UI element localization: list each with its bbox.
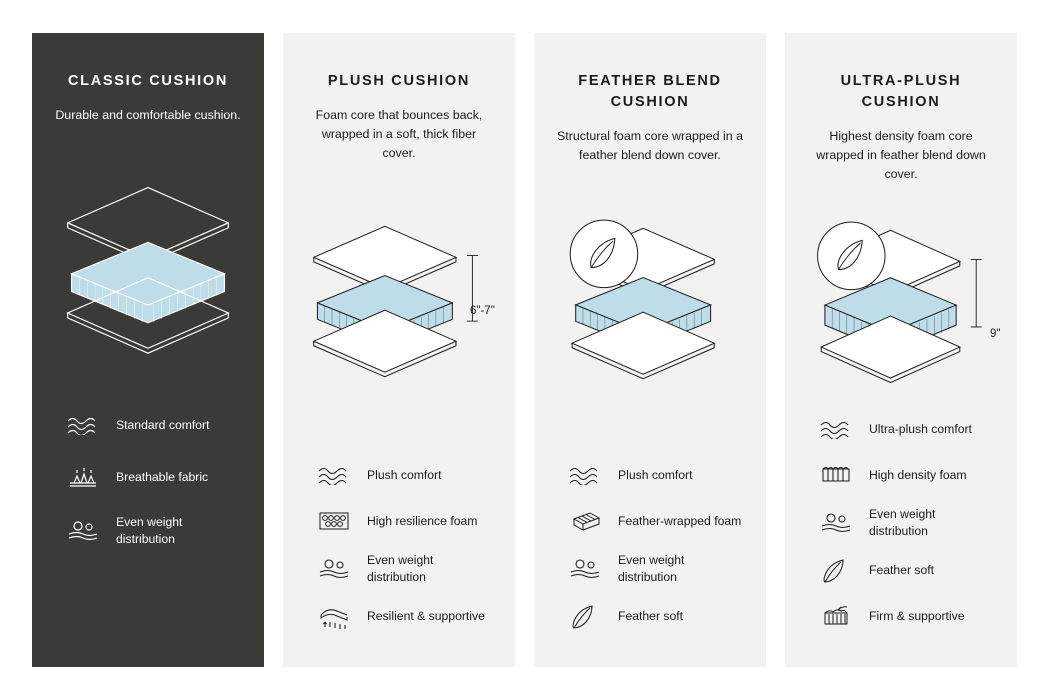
waves-icon bbox=[64, 410, 102, 440]
feature-label: Even weight distribution bbox=[869, 507, 936, 538]
feature-label: Even weight distribution bbox=[116, 515, 183, 546]
feature-label: Feather-wrapped foam bbox=[618, 513, 742, 528]
waves-icon bbox=[817, 414, 855, 444]
card-feather-blend-cushion[interactable] bbox=[534, 33, 766, 667]
feature-item bbox=[817, 601, 993, 631]
card-title: FEATHER BLEND CUSHION bbox=[578, 73, 722, 111]
feature-label: High density foam bbox=[869, 467, 967, 482]
card-description: Structural foam core wrapped in a feather blend down cover. bbox=[557, 129, 743, 162]
feature-item bbox=[566, 552, 742, 585]
density-foam-icon bbox=[817, 460, 855, 490]
waves-icon bbox=[566, 460, 604, 490]
feature-item bbox=[817, 414, 993, 444]
feature-item bbox=[315, 552, 491, 585]
feature-label: Breathable fabric bbox=[116, 469, 209, 484]
feature-label: Ultra-plush comfort bbox=[869, 421, 972, 436]
feature-item bbox=[817, 460, 993, 490]
feature-item bbox=[566, 460, 742, 490]
leaf-icon bbox=[817, 555, 855, 585]
card-title: PLUSH CUSHION bbox=[327, 73, 471, 89]
resilient-support-icon bbox=[315, 601, 353, 631]
cushion-exploded-diagram bbox=[803, 198, 999, 415]
feature-list bbox=[803, 414, 999, 657]
leaf-badge-icon bbox=[818, 222, 885, 289]
feature-list bbox=[50, 410, 246, 657]
feature-item bbox=[566, 601, 742, 631]
feature-label: Feather soft bbox=[618, 608, 684, 623]
feature-label: Plush comfort bbox=[618, 467, 693, 482]
waves-icon bbox=[315, 460, 353, 490]
honeycomb-foam-icon bbox=[315, 506, 353, 536]
card-title: ULTRA-PLUSH CUSHION bbox=[840, 73, 962, 111]
wrapped-foam-icon bbox=[566, 506, 604, 536]
card-description: Highest density foam core wrapped in feather blend down cover. bbox=[816, 129, 986, 181]
feature-item bbox=[566, 506, 742, 536]
card-ultra-plush-cushion[interactable] bbox=[785, 33, 1017, 667]
dimension-label: 9" bbox=[990, 327, 1001, 340]
feature-label: Plush comfort bbox=[367, 467, 442, 482]
card-title: CLASSIC CUSHION bbox=[67, 73, 229, 89]
leaf-icon bbox=[566, 601, 604, 631]
feature-item bbox=[315, 506, 491, 536]
weight-distribution-icon bbox=[566, 554, 604, 584]
feature-item bbox=[315, 460, 491, 490]
feature-label: Standard comfort bbox=[116, 417, 210, 432]
firm-support-icon bbox=[817, 601, 855, 631]
feature-label: Even weight distribution bbox=[367, 553, 434, 584]
feature-item bbox=[817, 506, 993, 539]
feature-list bbox=[552, 460, 748, 657]
feature-label: Even weight distribution bbox=[618, 553, 685, 584]
feature-item bbox=[315, 601, 491, 631]
feature-item bbox=[64, 410, 240, 440]
card-description: Durable and comfortable cushion. bbox=[55, 108, 241, 123]
cushion-exploded-diagram bbox=[50, 139, 246, 389]
feature-label: High resilience foam bbox=[367, 513, 478, 528]
weight-distribution-icon bbox=[315, 554, 353, 584]
cushion-exploded-diagram bbox=[301, 177, 497, 427]
feature-item bbox=[64, 462, 240, 492]
dimension-label: 6"-7" bbox=[470, 304, 495, 317]
feature-item bbox=[817, 555, 993, 585]
feature-label: Firm & supportive bbox=[869, 608, 965, 623]
card-plush-cushion[interactable] bbox=[283, 33, 515, 667]
card-description: Foam core that bounces back, wrapped in a soft, thick fiber cover. bbox=[315, 108, 483, 160]
weight-distribution-icon bbox=[817, 508, 855, 538]
card-classic-cushion[interactable] bbox=[32, 33, 264, 667]
feature-item bbox=[64, 514, 240, 547]
breathable-fabric-icon bbox=[64, 462, 102, 492]
leaf-badge-icon bbox=[570, 220, 637, 287]
feature-label: Resilient & supportive bbox=[367, 608, 485, 623]
feature-label: Feather soft bbox=[869, 562, 935, 577]
cushion-exploded-diagram bbox=[552, 179, 748, 429]
weight-distribution-icon bbox=[64, 516, 102, 546]
feature-list bbox=[301, 460, 497, 657]
